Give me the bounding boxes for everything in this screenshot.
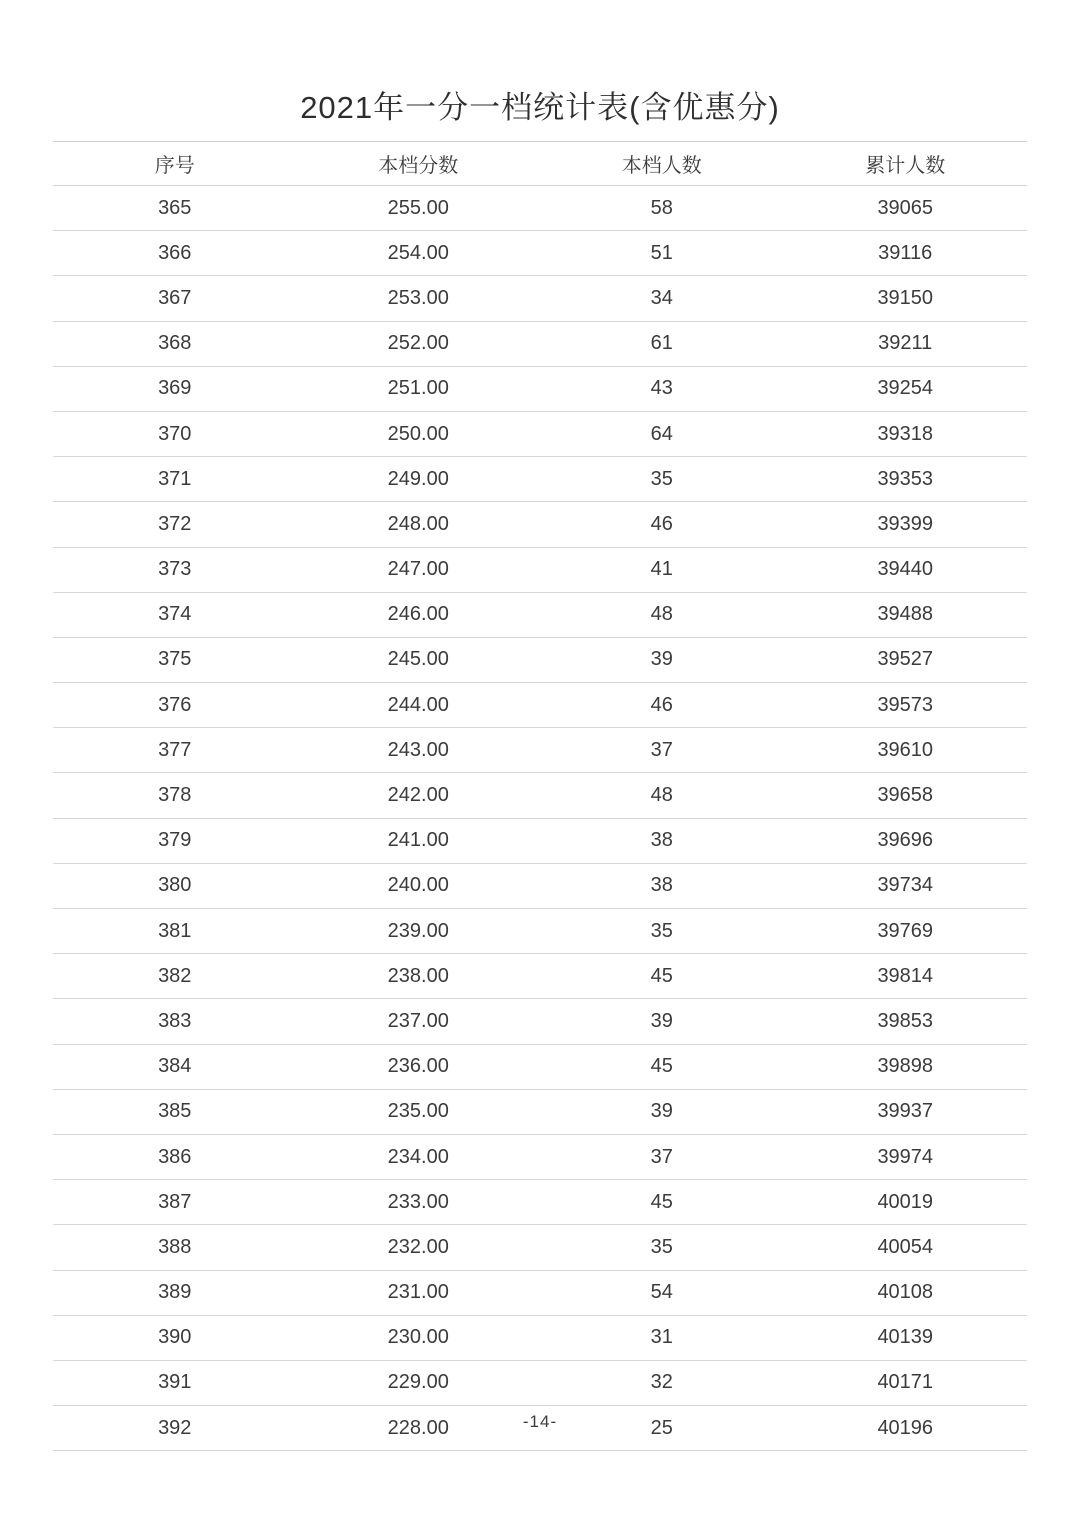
table-cell: 39318 [784, 411, 1028, 456]
table-cell: 242.00 [297, 773, 541, 818]
column-header-cumulative: 累计人数 [784, 142, 1028, 186]
table-cell: 368 [53, 321, 297, 366]
table-cell: 240.00 [297, 863, 541, 908]
table-cell: 39353 [784, 457, 1028, 502]
table-cell: 367 [53, 276, 297, 321]
table-row [53, 592, 1027, 637]
table-row [53, 909, 1027, 954]
table-cell: 39853 [784, 999, 1028, 1044]
table-cell: 48 [540, 773, 784, 818]
table-cell: 45 [540, 1044, 784, 1089]
table-cell: 246.00 [297, 592, 541, 637]
table-cell: 373 [53, 547, 297, 592]
table-cell: 232.00 [297, 1225, 541, 1270]
table-row [53, 1360, 1027, 1405]
table-cell: 35 [540, 1225, 784, 1270]
table-cell: 236.00 [297, 1044, 541, 1089]
table-cell: 41 [540, 547, 784, 592]
table-cell: 39527 [784, 637, 1028, 682]
table-cell: 40108 [784, 1270, 1028, 1315]
table-cell: 64 [540, 411, 784, 456]
table-cell: 376 [53, 683, 297, 728]
table-cell: 381 [53, 909, 297, 954]
table-cell: 245.00 [297, 637, 541, 682]
table-row [53, 728, 1027, 773]
table-row [53, 1089, 1027, 1134]
table-cell: 39769 [784, 909, 1028, 954]
table-cell: 251.00 [297, 366, 541, 411]
table-cell: 45 [540, 1180, 784, 1225]
table-cell: 31 [540, 1315, 784, 1360]
table-cell: 39937 [784, 1089, 1028, 1134]
table-cell: 39116 [784, 231, 1028, 276]
table-cell: 229.00 [297, 1360, 541, 1405]
table-cell: 365 [53, 186, 297, 231]
table-row [53, 773, 1027, 818]
table-header [53, 142, 1027, 186]
table-cell: 244.00 [297, 683, 541, 728]
table-cell: 253.00 [297, 276, 541, 321]
table-row [53, 1270, 1027, 1315]
table-cell: 45 [540, 954, 784, 999]
table-cell: 252.00 [297, 321, 541, 366]
table-cell: 40019 [784, 1180, 1028, 1225]
table-cell: 39 [540, 999, 784, 1044]
table-row [53, 502, 1027, 547]
table-row [53, 863, 1027, 908]
table-cell: 39150 [784, 276, 1028, 321]
table-cell: 386 [53, 1134, 297, 1179]
table-cell: 378 [53, 773, 297, 818]
table-cell: 228.00 [297, 1406, 541, 1451]
table-cell: 39254 [784, 366, 1028, 411]
table-cell: 40139 [784, 1315, 1028, 1360]
table-cell: 389 [53, 1270, 297, 1315]
table-cell: 230.00 [297, 1315, 541, 1360]
table-cell: 366 [53, 231, 297, 276]
table-cell: 46 [540, 683, 784, 728]
table-cell: 39440 [784, 547, 1028, 592]
table-row [53, 637, 1027, 682]
table-cell: 39065 [784, 186, 1028, 231]
table-cell: 46 [540, 502, 784, 547]
table-cell: 372 [53, 502, 297, 547]
column-header-index: 序号 [53, 142, 297, 186]
table-cell: 39814 [784, 954, 1028, 999]
table-cell: 379 [53, 818, 297, 863]
table-cell: 39399 [784, 502, 1028, 547]
table-cell: 38 [540, 863, 784, 908]
table-cell: 34 [540, 276, 784, 321]
table-row [53, 954, 1027, 999]
table-cell: 380 [53, 863, 297, 908]
table-row [53, 1315, 1027, 1360]
table-cell: 248.00 [297, 502, 541, 547]
table-cell: 39211 [784, 321, 1028, 366]
table-cell: 51 [540, 231, 784, 276]
table-cell: 231.00 [297, 1270, 541, 1315]
table-cell: 35 [540, 457, 784, 502]
table-row [53, 186, 1027, 231]
table-cell: 388 [53, 1225, 297, 1270]
table-cell: 39974 [784, 1134, 1028, 1179]
table-cell: 382 [53, 954, 297, 999]
table-cell: 250.00 [297, 411, 541, 456]
table-row [53, 1225, 1027, 1270]
table-body [53, 186, 1027, 1451]
table-cell: 391 [53, 1360, 297, 1405]
page-number: -14- [522, 1412, 558, 1431]
table-cell: 375 [53, 637, 297, 682]
table-cell: 37 [540, 728, 784, 773]
table-cell: 384 [53, 1044, 297, 1089]
table-cell: 39734 [784, 863, 1028, 908]
table-cell: 371 [53, 457, 297, 502]
table-row [53, 683, 1027, 728]
table-row [53, 1044, 1027, 1089]
table-cell: 58 [540, 186, 784, 231]
table-cell: 39898 [784, 1044, 1028, 1089]
table-cell: 370 [53, 411, 297, 456]
table-cell: 39573 [784, 683, 1028, 728]
table-cell: 54 [540, 1270, 784, 1315]
table-cell: 235.00 [297, 1089, 541, 1134]
table-cell: 237.00 [297, 999, 541, 1044]
table-cell: 39610 [784, 728, 1028, 773]
table-cell: 40171 [784, 1360, 1028, 1405]
table-cell: 238.00 [297, 954, 541, 999]
table-row [53, 818, 1027, 863]
table-cell: 392 [53, 1406, 297, 1451]
table-row [53, 999, 1027, 1044]
table-row [53, 321, 1027, 366]
table-cell: 39696 [784, 818, 1028, 863]
table-cell: 39 [540, 637, 784, 682]
table-cell: 243.00 [297, 728, 541, 773]
table-cell: 239.00 [297, 909, 541, 954]
table-cell: 40054 [784, 1225, 1028, 1270]
table-cell: 32 [540, 1360, 784, 1405]
table-cell: 40196 [784, 1406, 1028, 1451]
page-title: 2021年一分一档统计表(含优惠分) [300, 90, 780, 125]
table-cell: 383 [53, 999, 297, 1044]
column-header-score: 本档分数 [297, 142, 541, 186]
table-cell: 48 [540, 592, 784, 637]
table-cell: 38 [540, 818, 784, 863]
table-cell: 247.00 [297, 547, 541, 592]
table-cell: 35 [540, 909, 784, 954]
table-cell: 369 [53, 366, 297, 411]
table-row [53, 1180, 1027, 1225]
table-cell: 255.00 [297, 186, 541, 231]
table-cell: 390 [53, 1315, 297, 1360]
table-row [53, 1134, 1027, 1179]
table-row [53, 457, 1027, 502]
table-row [53, 366, 1027, 411]
column-header-count: 本档人数 [540, 142, 784, 186]
table-row [53, 231, 1027, 276]
table-cell: 377 [53, 728, 297, 773]
table-cell: 387 [53, 1180, 297, 1225]
table-cell: 385 [53, 1089, 297, 1134]
table-row [53, 547, 1027, 592]
table-cell: 374 [53, 592, 297, 637]
table-cell: 37 [540, 1134, 784, 1179]
table-cell: 254.00 [297, 231, 541, 276]
table-header-row [53, 142, 1027, 186]
table-cell: 39488 [784, 592, 1028, 637]
table-cell: 249.00 [297, 457, 541, 502]
table-cell: 61 [540, 321, 784, 366]
table-cell: 241.00 [297, 818, 541, 863]
table-cell: 43 [540, 366, 784, 411]
table-cell: 25 [540, 1406, 784, 1451]
table-row [53, 411, 1027, 456]
table-cell: 233.00 [297, 1180, 541, 1225]
table-row [53, 276, 1027, 321]
score-table [53, 141, 1027, 1451]
table-cell: 39658 [784, 773, 1028, 818]
table-cell: 234.00 [297, 1134, 541, 1179]
table-cell: 39 [540, 1089, 784, 1134]
